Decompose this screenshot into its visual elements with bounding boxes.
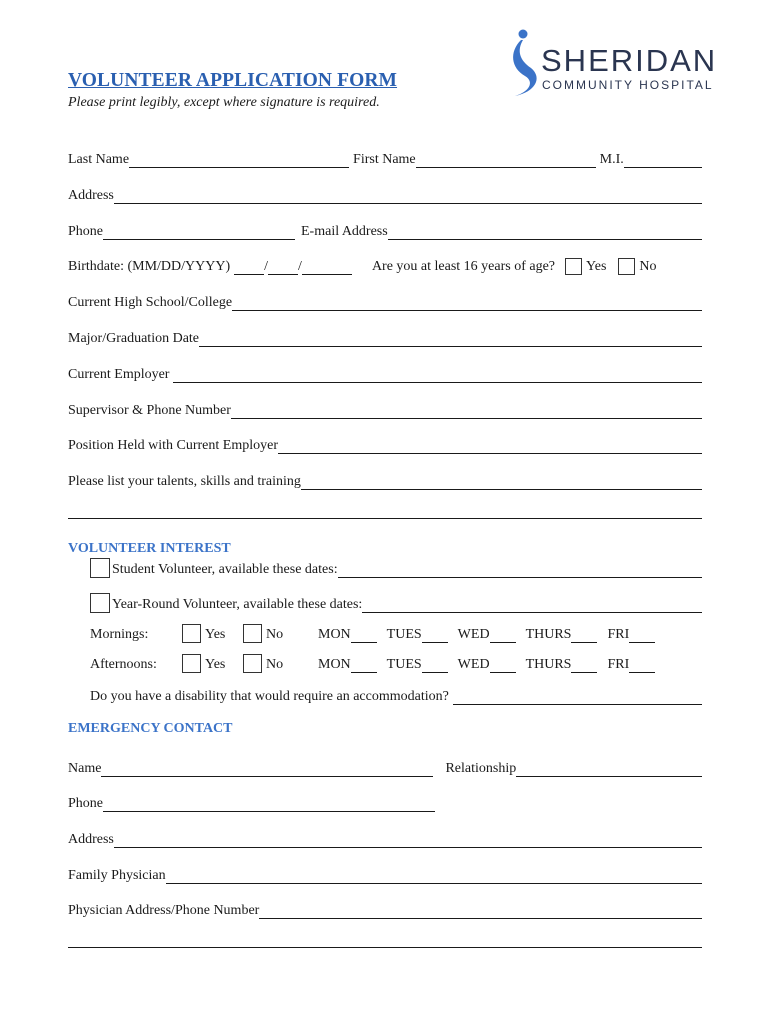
- afternoons-yes-checkbox[interactable]: [182, 654, 201, 673]
- age-yes-label: Yes: [586, 259, 607, 274]
- position-field[interactable]: [278, 439, 702, 454]
- first-name-label: First Name: [353, 152, 416, 167]
- talents-label: Please list your talents, skills and training: [68, 474, 301, 489]
- emergency-name-field[interactable]: [101, 762, 433, 777]
- school-label: Current High School/College: [68, 295, 233, 310]
- physician-extra-line[interactable]: [68, 947, 702, 948]
- supervisor-field[interactable]: [231, 404, 702, 419]
- mornings-mon-field[interactable]: [351, 628, 377, 643]
- physician-row: [68, 862, 702, 884]
- disability-row: [90, 683, 702, 705]
- physician-field[interactable]: [166, 869, 702, 884]
- emergency-phone-label: Phone: [68, 796, 103, 811]
- school-field[interactable]: [232, 296, 702, 311]
- mornings-fri-label: FRI: [607, 627, 630, 642]
- hospital-logo: [505, 26, 745, 100]
- mornings-wed-label: WED: [457, 627, 490, 642]
- physician-contact-row: [68, 897, 702, 919]
- address-row: [68, 182, 702, 204]
- afternoons-wed-field[interactable]: [490, 658, 516, 673]
- student-volunteer-label: Student Volunteer, available these dates:: [112, 562, 338, 577]
- disability-field[interactable]: [453, 690, 702, 705]
- mornings-yes-label: Yes: [205, 627, 226, 642]
- afternoons-mon-field[interactable]: [351, 658, 377, 673]
- emergency-address-label: Address: [68, 832, 114, 847]
- afternoons-row: [90, 651, 702, 673]
- birth-day-field[interactable]: [268, 260, 298, 275]
- mornings-fri-field[interactable]: [629, 628, 655, 643]
- mornings-wed-field[interactable]: [490, 628, 516, 643]
- mornings-label: Mornings:: [90, 627, 149, 642]
- talents-extra-line[interactable]: [68, 518, 702, 519]
- mornings-yes-checkbox[interactable]: [182, 624, 201, 643]
- form-subtitle: Please print legibly, except where signature is required.: [68, 95, 380, 110]
- afternoons-fri-label: FRI: [607, 657, 630, 672]
- relationship-field[interactable]: [516, 762, 702, 777]
- employer-label: Current Employer: [68, 367, 170, 382]
- position-row: [68, 432, 702, 454]
- disability-label: Do you have a disability that would require an accommodation?: [90, 689, 449, 704]
- email-field[interactable]: [388, 225, 702, 240]
- last-name-field[interactable]: [129, 153, 349, 168]
- mi-field[interactable]: [624, 153, 702, 168]
- form-title: VOLUNTEER APPLICATION FORM: [68, 70, 398, 91]
- address-field[interactable]: [114, 189, 702, 204]
- mornings-mon-label: MON: [318, 627, 351, 642]
- afternoons-yes-label: Yes: [205, 657, 226, 672]
- afternoons-thurs-field[interactable]: [571, 658, 597, 673]
- student-volunteer-row: [90, 556, 702, 578]
- date-separator: /: [298, 259, 302, 274]
- mi-label: M.I.: [599, 152, 624, 167]
- year-round-checkbox[interactable]: [90, 593, 110, 613]
- afternoons-no-label: No: [266, 657, 284, 672]
- mornings-tues-label: TUES: [386, 627, 422, 642]
- mornings-tues-field[interactable]: [422, 628, 448, 643]
- birth-month-field[interactable]: [234, 260, 264, 275]
- name-row: [68, 146, 702, 168]
- afternoons-label: Afternoons:: [90, 657, 157, 672]
- first-name-field[interactable]: [416, 153, 596, 168]
- logo-subtitle: COMMUNITY HOSPITAL: [542, 78, 714, 92]
- email-label: E-mail Address: [301, 224, 388, 239]
- last-name-label: Last Name: [68, 152, 130, 167]
- swoosh-logo-icon: [505, 26, 545, 100]
- emergency-phone-field[interactable]: [103, 797, 435, 812]
- emergency-name-label: Name: [68, 761, 102, 776]
- supervisor-label: Supervisor & Phone Number: [68, 403, 231, 418]
- emergency-address-field[interactable]: [114, 833, 702, 848]
- student-volunteer-checkbox[interactable]: [90, 558, 110, 578]
- year-round-label: Year-Round Volunteer, available these dates:: [112, 597, 363, 612]
- supervisor-row: [68, 397, 702, 419]
- talents-row: [68, 468, 702, 490]
- physician-contact-label: Physician Address/Phone Number: [68, 903, 260, 918]
- afternoons-tues-field[interactable]: [422, 658, 448, 673]
- afternoons-mon-label: MON: [318, 657, 351, 672]
- afternoons-no-checkbox[interactable]: [243, 654, 262, 673]
- afternoons-tues-label: TUES: [386, 657, 422, 672]
- physician-contact-field[interactable]: [259, 904, 702, 919]
- employer-row: [68, 361, 702, 383]
- mornings-no-checkbox[interactable]: [243, 624, 262, 643]
- emergency-address-row: [68, 826, 702, 848]
- age-question: Are you at least 16 years of age?: [371, 259, 556, 274]
- year-round-dates-field[interactable]: [362, 598, 702, 613]
- major-row: [68, 325, 702, 347]
- phone-label: Phone: [68, 224, 103, 239]
- emergency-name-row: [68, 755, 702, 777]
- relationship-label: Relationship: [445, 761, 517, 776]
- school-row: [68, 289, 702, 311]
- afternoons-wed-label: WED: [457, 657, 490, 672]
- volunteer-interest-heading: VOLUNTEER INTEREST: [68, 541, 231, 556]
- year-round-row: [90, 591, 702, 613]
- emergency-phone-row: [68, 790, 702, 812]
- talents-field[interactable]: [301, 475, 702, 490]
- physician-label: Family Physician: [68, 868, 166, 883]
- age-yes-checkbox[interactable]: [565, 258, 582, 275]
- afternoons-fri-field[interactable]: [629, 658, 655, 673]
- employer-field[interactable]: [173, 368, 702, 383]
- position-label: Position Held with Current Employer: [68, 438, 278, 453]
- mornings-thurs-field[interactable]: [571, 628, 597, 643]
- afternoons-thurs-label: THURS: [525, 657, 572, 672]
- mornings-thurs-label: THURS: [525, 627, 572, 642]
- mornings-no-label: No: [266, 627, 284, 642]
- birthdate-label: Birthdate: (MM/DD/YYYY): [68, 259, 231, 274]
- emergency-contact-heading: EMERGENCY CONTACT: [68, 721, 233, 736]
- age-no-checkbox[interactable]: [618, 258, 635, 275]
- birth-year-field[interactable]: [302, 260, 352, 275]
- mornings-row: [90, 621, 702, 643]
- date-separator: /: [264, 259, 269, 274]
- major-label: Major/Graduation Date: [68, 331, 200, 346]
- major-field[interactable]: [199, 332, 702, 347]
- student-dates-field[interactable]: [338, 563, 702, 578]
- age-no-label: No: [639, 259, 657, 274]
- phone-row: [68, 218, 702, 240]
- address-label: Address: [68, 188, 114, 203]
- birthdate-row: [68, 253, 702, 275]
- phone-field[interactable]: [103, 225, 295, 240]
- logo-name: SHERIDAN: [541, 43, 718, 78]
